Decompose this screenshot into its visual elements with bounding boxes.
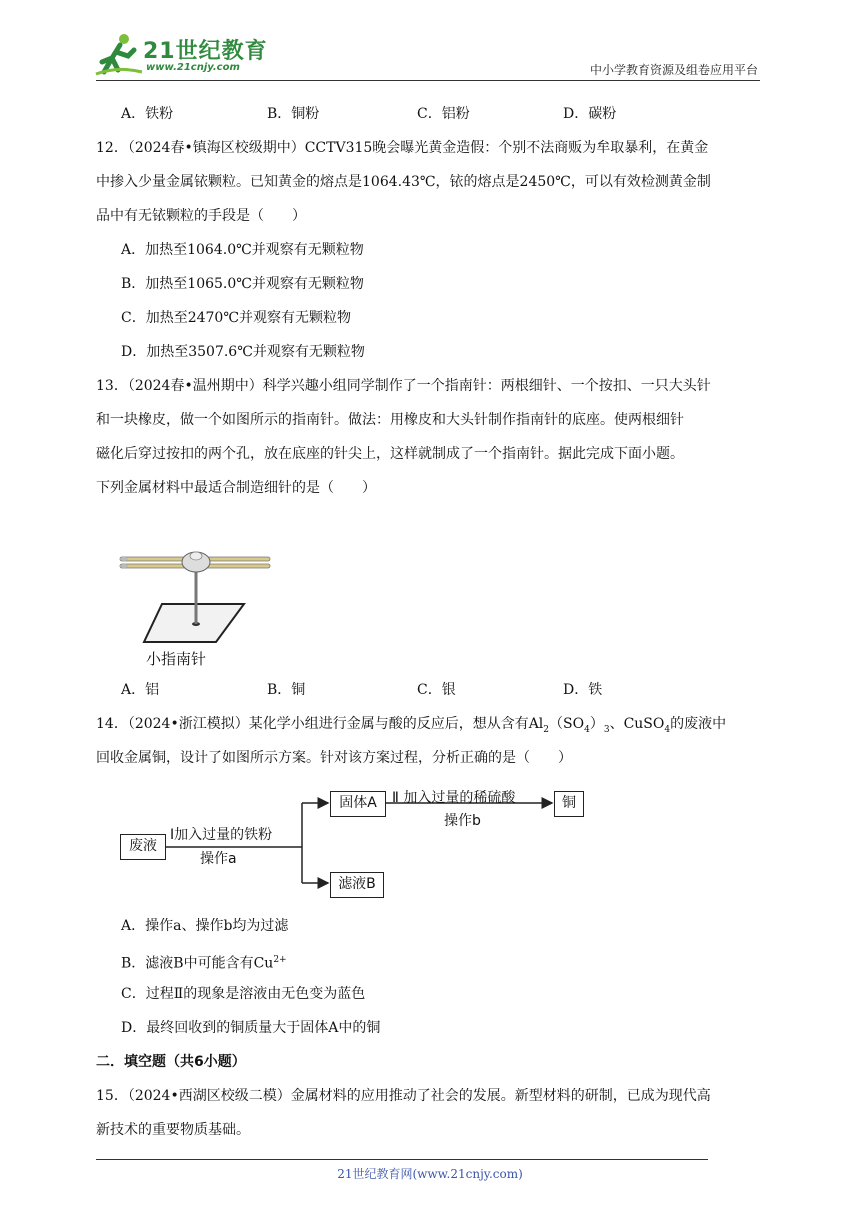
q12-line-1: 12．（2024春•镇海区校级期中）CCTV315晚会曝光黄金造假：个别不法商贩为牟取暴利，在黄金: [96, 140, 709, 156]
q14-option-b: B．滤液B中可能含有$Cu^{2+}$: [121, 955, 287, 972]
figure-caption: 小指南针: [146, 650, 207, 668]
q15-line-2: 新技术的重要物质基础。: [96, 1122, 250, 1138]
q12-option-a: A．加热至1064.0℃并观察有无颗粒物: [121, 242, 364, 258]
q13-option-d: D．铁: [563, 682, 603, 698]
q13-option-a: A．铝: [121, 682, 160, 698]
q12-line-3: 品中有无铱颗粒的手段是（ ）: [96, 208, 306, 224]
operation-b-label: 操作b: [444, 813, 481, 829]
q14-option-c: C．过程Ⅱ的现象是溶液由无色变为蓝色: [121, 986, 366, 1002]
logo-text: 21世纪教育: [143, 39, 268, 64]
q14-option-d: D．最终回收到的铜质量大于固体A中的铜: [121, 1020, 381, 1036]
footer-rule: [96, 1159, 708, 1160]
step-2-label: Ⅱ 加入过量的稀硫酸: [392, 790, 516, 806]
copper-box: 铜: [554, 791, 584, 817]
q12-line-2: 中掺入少量金属铱颗粒。已知黄金的熔点是1064.43℃，铱的熔点是2450℃，可以有效检测黄金制: [96, 174, 711, 190]
platform-name: 中小学教育资源及组卷应用平台: [589, 63, 758, 77]
q13-line-1: 13．（2024春•温州期中）科学兴趣小组同学制作了一个指南针：两根细针、一个按扣、一只大头针: [96, 378, 711, 394]
option-c: C．铝粉: [417, 106, 470, 122]
step-1-label: Ⅰ加入过量的铁粉: [170, 827, 273, 843]
q13-option-c: C．银: [417, 682, 456, 698]
q12-option-d: D．加热至3507.6℃并观察有无颗粒物: [121, 344, 365, 360]
header-rule: [96, 80, 760, 81]
q15-line-1: 15．（2024•西湖区校级二模）金属材料的应用推动了社会的发展。新型材料的研制，已成为现代高: [96, 1088, 711, 1104]
q12-option-b: B．加热至1065.0℃并观察有无颗粒物: [121, 276, 364, 292]
footer-text: 21世纪教育网(www.21cnjy.com): [337, 1167, 523, 1181]
logo-url: www.21cnjy.com: [146, 62, 240, 73]
option-d: D．碳粉: [563, 106, 617, 122]
q14-line-2: 回收金属铜，设计了如图所示方案。针对该方案过程，分析正确的是（ ）: [96, 750, 572, 766]
waste-liquid-box: 废液: [120, 834, 166, 860]
option-b: B．铜粉: [267, 106, 320, 122]
q13-option-b: B．铜: [267, 682, 306, 698]
q13-line-3: 磁化后穿过按扣的两个孔，放在底座的针尖上，这样就制成了一个指南针。据此完成下面小题。: [96, 446, 684, 462]
q13-line-2: 和一块橡皮，做一个如图所示的指南针。做法：用橡皮和大头针制作指南针的底座。使两根细针: [96, 412, 684, 428]
q13-line-4: 下列金属材料中最适合制造细针的是（ ）: [96, 480, 376, 496]
filtrate-b-box: 滤液B: [330, 872, 384, 898]
q14-line-1: 14．（2024•浙江模拟）某化学小组进行金属与酸的反应后，想从含有$Al_2(SO_4)_3$、CuSO$_4$的废液中: [96, 716, 727, 735]
operation-a-label: 操作a: [200, 851, 237, 867]
option-a: A．铁粉: [121, 106, 174, 122]
q14-option-a: A．操作a、操作b均为过滤: [121, 918, 289, 934]
logo-runner-icon: [94, 32, 144, 76]
solid-a-box: 固体A: [330, 791, 386, 817]
q12-option-c: C．加热至2470℃并观察有无颗粒物: [121, 310, 352, 326]
section-heading: 二．填空题（共6小题）: [96, 1054, 246, 1070]
